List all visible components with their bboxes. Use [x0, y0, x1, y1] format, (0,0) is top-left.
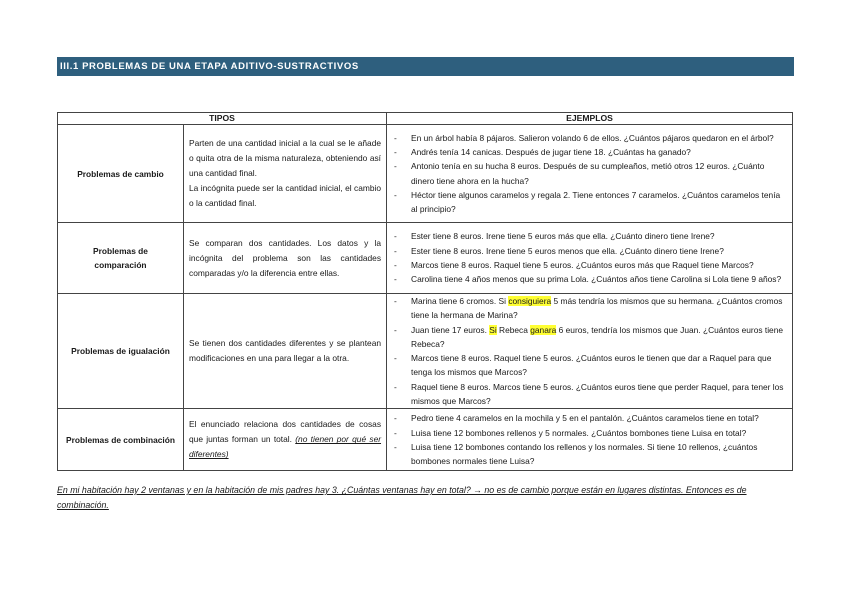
tipo-cambio: Problemas de cambio [58, 125, 184, 223]
section-title-banner: III.1 PROBLEMAS DE UNA ETAPA ADITIVO-SUSTRACTIVOS [57, 57, 794, 76]
highlighted-word: Si [489, 324, 497, 335]
desc-combinacion-text: El enunciado relaciona dos cantidades de cosas que juntas forman un total. [189, 419, 382, 445]
text-segment: 5 más tendría los mismos que su hermana. ¿Cuántos cromos tiene la hermana de Marina? [411, 296, 783, 321]
handwritten-note: En mi habitación hay 2 ventanas y en la habitación de mis padres hay 3. ¿Cuántas ventanas hay en total? → no es de cambio porque están en lugares distintas. Entonces es de combinación. [57, 485, 747, 510]
desc-comparacion: Se comparan dos cantidades. Los datos y la incógnita del problema son las cantidades comparadas y/o la diferencia entre ellas. [184, 223, 387, 294]
desc-igualacion: Se tienen dos cantidades diferentes y se plantean modificaciones en una para llegar a la otra. [184, 294, 387, 409]
list-item: - Raquel tiene 8 euros. Marcos tiene 5 euros. ¿Cuántos euros tiene que perder Raquel, para tener los mismos que Marcos? [387, 380, 788, 409]
header-tipos: TIPOS [58, 113, 387, 125]
text-segment: Rebeca [496, 324, 531, 335]
table-row [58, 125, 793, 223]
list-item [387, 294, 788, 323]
ejemplos-combinacion [387, 409, 793, 471]
tipo-comparacion: Problemas de comparación [58, 223, 184, 294]
list-item: - Ester tiene 8 euros. Irene tiene 5 euros menos que ella. ¿Cuánto dinero tiene Irene? [387, 244, 788, 258]
list-item: - Antonio tenía en su hucha 8 euros. Después de su cumpleaños, metió otros 12 euros. ¿Cuánto dinero tiene ahora en la hucha? [387, 159, 788, 188]
header-ejemplos: EJEMPLOS [387, 113, 793, 125]
desc-cambio-text: Parten de una cantidad inicial a la cual se le añade o quita otra de la misma naturaleza, obteniendo así una cantidad final. [189, 138, 382, 178]
list-item: - Pedro tiene 4 caramelos en la mochila y 5 en el pantalón. ¿Cuántos caramelos tiene en total? [387, 411, 788, 425]
ejemplos-cambio [387, 125, 793, 223]
list-item: - Carolina tiene 4 años menos que su prima Lola. ¿Cuántos años tiene Carolina si Lola tiene 9 años? [387, 272, 788, 286]
text-segment: Juan tiene 17 euros. [411, 324, 490, 335]
table-row [58, 294, 793, 409]
table-header-row [58, 113, 793, 125]
table-row [58, 409, 793, 471]
list-item [387, 323, 788, 352]
list-item: - Marcos tiene 8 euros. Raquel tiene 5 euros. ¿Cuántos euros le tienen que dar a Raquel para que tenga los mismos que Marcos? [387, 351, 788, 380]
desc-combinacion [184, 409, 387, 471]
list-item: - Luisa tiene 12 bombones rellenos y 5 normales. ¿Cuántos bombones tiene Luisa en total? [387, 426, 788, 440]
desc-cambio-incognita: La incógnita puede ser la cantidad inicial, el cambio o la cantidad final. [189, 183, 382, 208]
ejemplos-igualacion [387, 294, 793, 409]
list-item: - Luisa tiene 12 bombones contando los rellenos y los normales. Si tiene 10 rellenos, ¿cuántos bombones normales tiene Luisa? [387, 440, 788, 469]
ejemplos-comparacion [387, 223, 793, 294]
text-segment: Marina tiene 6 cromos. Si [411, 296, 509, 306]
desc-combinacion-note: (no tienen por qué ser diferentes) [189, 434, 382, 460]
desc-cambio [184, 125, 387, 223]
highlighted-word: consiguiera [508, 296, 552, 306]
highlighted-word: ganara [530, 324, 557, 335]
tipo-combinacion: Problemas de combinación [58, 409, 184, 471]
problem-types-table [57, 112, 793, 471]
list-item: - Andrés tenía 14 canicas. Después de jugar tiene 18. ¿Cuántas ha ganado? [387, 145, 788, 159]
tipo-igualacion: Problemas de igualación [58, 294, 184, 409]
table-row [58, 223, 793, 294]
text-segment: 6 euros, tendría los mismos que Juan. ¿Cuántos euros tiene Rebeca? [411, 324, 784, 349]
list-item: - Ester tiene 8 euros. Irene tiene 5 euros más que ella. ¿Cuánto dinero tiene Irene? [387, 229, 788, 243]
list-item: - Marcos tiene 8 euros. Raquel tiene 5 euros. ¿Cuántos euros más que Raquel tiene Marcos? [387, 258, 788, 272]
list-item: - En un árbol había 8 pájaros. Salieron volando 6 de ellos. ¿Cuántos pájaros quedaron en el árbol? [387, 131, 788, 145]
list-item: - Héctor tiene algunos caramelos y regala 2. Tiene entonces 7 caramelos. ¿Cuántos caramelos tenía al principio? [387, 188, 788, 217]
